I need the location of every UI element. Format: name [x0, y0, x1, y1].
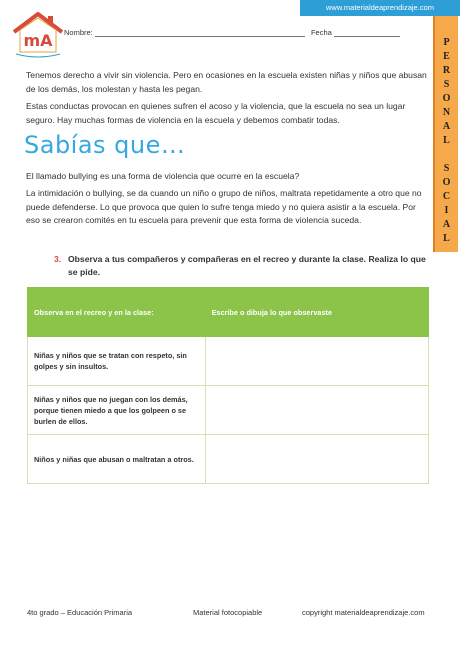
sidebar-letter: R — [442, 65, 451, 76]
fecha-label: Fecha — [310, 28, 332, 37]
table-row — [28, 337, 429, 386]
table-header-escribe: Escribe o dibuja lo que observaste — [205, 288, 428, 337]
intro-paragraph-2: Estas conductas provocan en quienes sufren el acoso y la violencia, que la escuela no sea un lugar seguro. Hay muchas formas de violencia en la escuela y debemos combatir todas. — [26, 101, 406, 125]
footer-material: Material fotocopiable — [193, 608, 263, 617]
table-header-observa: Observa en el recreo y en la clase: — [28, 288, 206, 337]
task-instruction — [56, 253, 430, 279]
row-label: Niñas y niños que no juegan con los demás, porque tienen miedo a que los golpeen o se burlen de ellos. — [28, 386, 206, 435]
answer-cell[interactable] — [205, 435, 428, 484]
answer-cell[interactable] — [205, 386, 428, 435]
sidebar-letter: C — [442, 191, 451, 202]
sidebar-letter: O — [442, 93, 451, 104]
sabias-que-title: Sabías que… — [24, 131, 186, 159]
nombre-label: Nombre: — [64, 28, 93, 37]
row-label: Niños y niñas que abusan o maltratan a otros. — [28, 435, 206, 484]
sidebar-letter: S — [443, 79, 450, 90]
sidebar-letter: E — [443, 51, 450, 62]
sidebar-letter: O — [442, 177, 451, 188]
sidebar-letter: P — [443, 37, 450, 48]
answer-cell[interactable] — [205, 337, 428, 386]
subject-sidebar — [433, 16, 458, 252]
sidebar-letter — [435, 148, 458, 162]
intro-paragraph-1: Tenemos derecho a vivir sin violencia. Pero en ocasiones en la escuela existen niñas y niños que abusan de los demás, los molestan y hasta les pegan. — [26, 70, 427, 94]
sidebar-letter: I — [444, 205, 449, 216]
sidebar-letter: S — [443, 163, 450, 174]
row-label: Niñas y niños que se tratan con respeto, sin golpes y sin insultos. — [28, 337, 206, 386]
table-row — [28, 435, 429, 484]
table-row — [28, 386, 429, 435]
logo-text: mA — [23, 31, 53, 50]
sidebar-letter: L — [443, 233, 450, 244]
nombre-field[interactable] — [95, 28, 305, 37]
house-logo-icon — [8, 10, 68, 60]
sidebar-letter: A — [442, 219, 451, 230]
footer-grade: 4to grado – Educación Primaria — [27, 608, 133, 617]
fact-question: El llamado bullying es una forma de violencia que ocurre en la escuela? — [26, 171, 300, 181]
sidebar-letter: N — [442, 107, 451, 118]
sidebar-letter: A — [442, 121, 451, 132]
fecha-field[interactable] — [334, 28, 400, 37]
sidebar-letter: L — [443, 135, 450, 146]
task-text: Observa a tus compañeros y compañeras en el recreo y durante la clase. Realiza lo que se pide. — [68, 254, 426, 277]
observation-table — [27, 287, 429, 484]
site-url-banner: www.materialdeaprendizaje.com — [300, 0, 460, 16]
footer-copyright: copyright materialdeaprendizaje.com — [302, 608, 425, 617]
name-date-row — [64, 28, 434, 37]
fact-paragraph: La intimidación o bullying, se da cuando un niño o grupo de niños, maltrata repetidamente a otro que no puede defenderse. Lo que provoca que quien lo sufre tenga miedo y no quiera asistir a la escuela. Por eso se crearon comités en tu escuela para prevenir que esta forma de violencia suceda. — [26, 188, 422, 225]
task-number: 3. — [54, 254, 62, 264]
